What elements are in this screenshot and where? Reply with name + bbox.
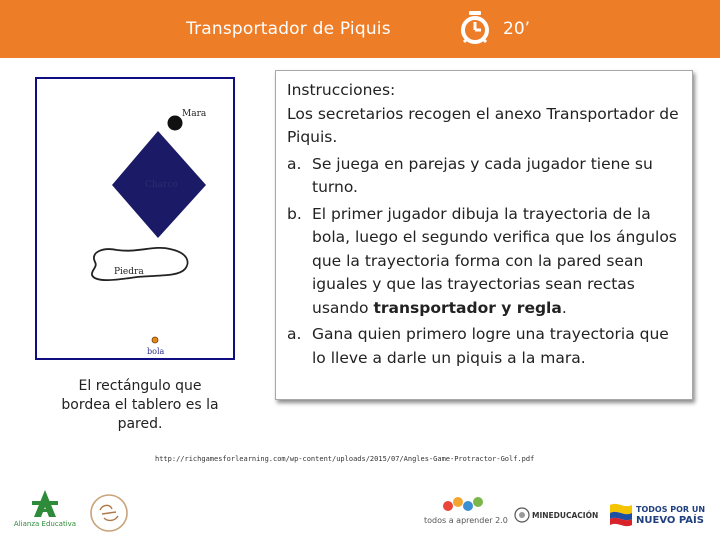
list-item-end: . bbox=[561, 298, 567, 317]
list-item-text: El primer jugador dibuja la trayectoria de la bola, luego el segundo verifica que los ángulos que la trayectoria forma con la pared sean iguales y que las trayectorias sean rectas usando bbox=[312, 204, 677, 317]
todos-por-un-nuevo-pais-flag bbox=[606, 501, 634, 529]
board-caption: El rectángulo que bordea el tablero es la pared. bbox=[61, 378, 219, 432]
list-marker: a. bbox=[287, 154, 302, 173]
mineducacion-emblem bbox=[514, 507, 530, 523]
ball-label: bola bbox=[147, 347, 165, 356]
list-item-text: Gana quien primero logre una trayectoria que lo lleve a darle un piquis a la mara. bbox=[312, 325, 669, 367]
list-item-bold: transportador y regla bbox=[373, 298, 562, 317]
list-item-text: Se juega en parejas y cada jugador tiene su turno. bbox=[312, 154, 653, 196]
activity-time: 20’ bbox=[503, 19, 531, 39]
timer-icon bbox=[456, 9, 494, 47]
piedra-label: Piedra bbox=[114, 267, 144, 277]
alianza-educativa-logo-text: Alianza Educativa bbox=[13, 520, 77, 528]
list-item bbox=[287, 323, 682, 370]
todos-a-aprender-logo-text: todos a aprender 2.0 bbox=[424, 516, 508, 525]
ball bbox=[152, 337, 158, 343]
mara-hole bbox=[168, 116, 183, 131]
charco-label: Charco bbox=[145, 180, 178, 190]
header-bar bbox=[0, 0, 720, 58]
instructions-box bbox=[275, 70, 693, 400]
page-title: Transportador de Piquis bbox=[186, 19, 391, 39]
instructions-intro: Los secretarios recogen el anexo Transportador de Piquis. bbox=[287, 104, 679, 146]
list-marker: b. bbox=[287, 204, 302, 223]
source-url: http://richgamesforlearning.com/wp-content/uploads/2015/07/Angles-Game-Protractor-Golf.pdf bbox=[155, 455, 535, 463]
instructions-list bbox=[287, 153, 682, 371]
todos-a-aprender-logo bbox=[428, 494, 498, 518]
mara-label: Mara bbox=[182, 109, 207, 119]
mineducacion-logo-text: MINEDUCACIÓN bbox=[532, 511, 599, 520]
list-item bbox=[287, 153, 682, 200]
todos-por-un-nuevo-pais-line1: TODOS POR UN bbox=[636, 505, 706, 514]
todos-por-un-nuevo-pais-line2: NUEVO PAÍS bbox=[636, 515, 704, 526]
circular-seal-logo bbox=[88, 492, 130, 534]
list-marker: a. bbox=[287, 325, 302, 343]
list-item bbox=[287, 203, 682, 321]
game-board bbox=[35, 77, 235, 360]
instructions-title: Instrucciones: bbox=[287, 81, 396, 99]
